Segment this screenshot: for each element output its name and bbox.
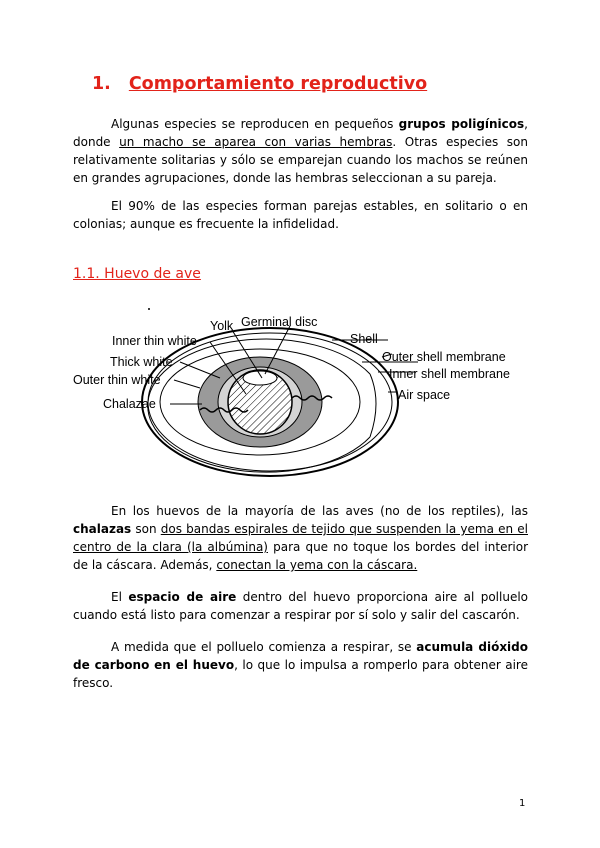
label-thick-white: Thick white bbox=[110, 355, 173, 369]
label-chalazae: Chalazae bbox=[103, 397, 156, 411]
germinal-disc bbox=[243, 371, 277, 385]
p3-text-3: para que no toque los bordes del interior de la cáscara. Además, bbox=[73, 540, 529, 572]
section-number: 1. bbox=[92, 74, 111, 94]
subsection-title: 1.1. Huevo de ave bbox=[73, 266, 201, 282]
p5-text-1: A medida que el polluelo comienza a respirar, se bbox=[111, 640, 417, 654]
p5-text-2: , lo que lo impulsa a romperlo para obtener aire fresco. bbox=[73, 658, 528, 690]
paragraph-1 bbox=[73, 115, 528, 187]
egg-diagram bbox=[70, 302, 530, 492]
dot-mark bbox=[148, 308, 150, 310]
paragraph-4 bbox=[73, 588, 528, 624]
p3-text-1: En los huevos de la mayoría de las aves (no de los reptiles), las bbox=[111, 504, 528, 518]
p5-bold-1: acumula dióxido de carbono en el huevo bbox=[73, 640, 529, 672]
label-shell: Shell bbox=[350, 332, 378, 346]
label-air-space: Air space bbox=[398, 388, 451, 402]
section-heading bbox=[92, 74, 427, 94]
air-space-outline bbox=[370, 374, 376, 437]
paragraph-5 bbox=[73, 638, 528, 692]
p1-text-1: Algunas especies se reproducen en pequeños bbox=[111, 117, 399, 131]
p3-text-2: son bbox=[131, 522, 161, 536]
label-outer-shell-membrane: Outer shell membrane bbox=[382, 350, 506, 364]
paragraph-2 bbox=[73, 197, 528, 233]
label-yolk: Yolk bbox=[210, 319, 234, 333]
label-inner-shell-membrane: Inner shell membrane bbox=[389, 367, 510, 381]
label-germinal-disc: Germinal disc bbox=[241, 315, 318, 329]
p1-text-2: , donde bbox=[73, 117, 528, 149]
p3-underline-2: conectan la yema con la cáscara. bbox=[216, 558, 418, 572]
p4-text-2: dentro del huevo proporciona aire al polluelo cuando está listo para comenzar a respirar por sí solo y salir del cascarón. bbox=[73, 590, 529, 622]
p3-bold-1: chalazas bbox=[73, 522, 132, 536]
page-number: 1 bbox=[519, 798, 526, 809]
p4-bold-1: espacio de aire bbox=[128, 590, 237, 604]
p3-underline-1: dos bandas espirales de tejido que suspenden la yema en el centro de la clara (la albúmina) bbox=[73, 522, 528, 554]
p4-text-1: El bbox=[111, 590, 129, 604]
p1-bold-1: grupos poligínicos bbox=[398, 117, 525, 131]
paragraph-3 bbox=[73, 502, 528, 574]
p2-text: El 90% de las especies forman parejas estables, en solitario o en colonias; aunque es frecuente la infidelidad. bbox=[73, 199, 528, 231]
label-outer-thin-white: Outer thin white bbox=[73, 373, 161, 387]
p1-underline-1: un macho se aparea con varias hembras bbox=[119, 135, 393, 149]
p1-text-3: . Otras especies son relativamente solitarias y sólo se emparejan cuando los machos se reúnen en grandes agrupaciones, donde las hembras seleccionan a su pareja. bbox=[73, 135, 528, 185]
section-title: Comportamiento reproductivo bbox=[128, 74, 428, 94]
label-inner-thin-white: Inner thin white bbox=[112, 334, 197, 348]
